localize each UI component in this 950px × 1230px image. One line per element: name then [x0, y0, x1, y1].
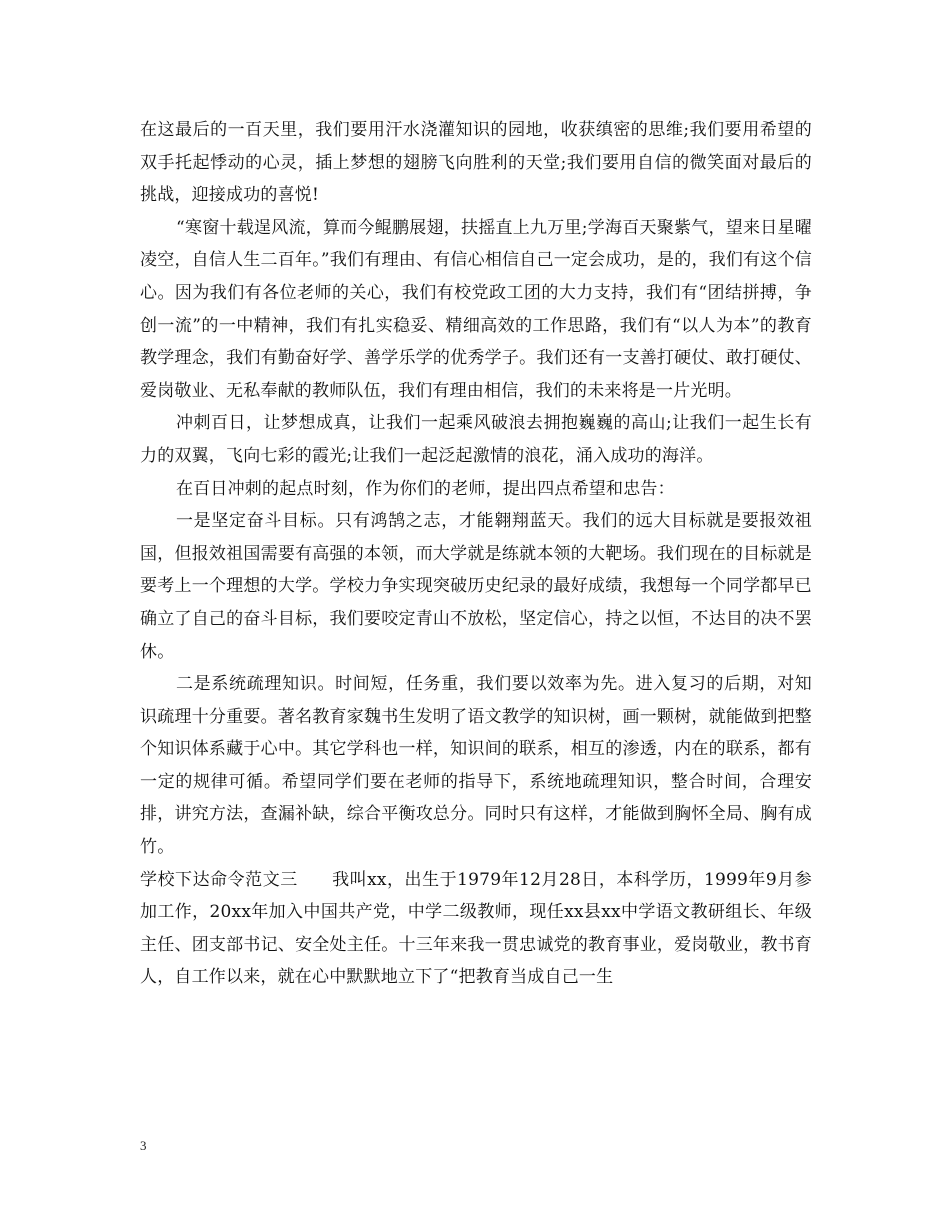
- section-paragraph: [140, 864, 812, 994]
- paragraph-6: 二是系统疏理知识。时间短，任务重，我们要以效率为先。进入复习的后期，对知识疏理十分重要。著名教育家魏书生发明了语文教学的知识树，画一颗树，就能做到把整个知识体系藏于心中。其它学科也一样，知识间的联系，相互的渗透，内在的联系，都有一定的规律可循。希望同学们要在老师的指导下，系统地疏理知识，整合时间，合理安排，讲究方法，查漏补缺，综合平衡攻总分。同时只有这样，才能做到胸怀全局、胸有成竹。: [140, 674, 812, 858]
- section-heading: 学校下达命令范文三: [140, 869, 298, 890]
- paragraph-2: “寒窗十载逞风流，算而今鲲鹏展翅，扶摇直上九万里;学海百天聚紫气，望来日星曜凌空，自信人生二百年。”我们有理由、有信心相信自己一定会成功，是的，我们有这个信心。因为我们有各位老师的关心，我们有校党政工团的大力支持，我们有“团结拼搏，争创一流”的一中精神，我们有扎实稳妥、精细高效的工作思路，我们有“以人为本”的教育教学理念，我们有勤奋好学、善学乐学的优秀学子。我们还有一支善打硬仗、敢打硬仗、爱岗敬业、无私奉献的教师队伍，我们有理由相信，我们的未来将是一片光明。: [140, 217, 812, 401]
- paragraph-3: 冲刺百日，让梦想成真，让我们一起乘风破浪去拥抱巍巍的高山;让我们一起生长有力的双翼，飞向七彩的霞光;让我们一起泛起激情的浪花，涌入成功的海洋。: [140, 413, 812, 466]
- paragraph-5: 一是坚定奋斗目标。只有鸿鹄之志，才能翱翔蓝天。我们的远大目标就是要报效祖国，但报效祖国需要有高强的本领，而大学就是练就本领的大靶场。我们现在的目标就是要考上一个理想的大学。学校力争实现突破历史纪录的最好成绩，我想每一个同学都早已确立了自己的奋斗目标，我们要咬定青山不放松，坚定信心，持之以恒，不达目的决不罢休。: [140, 511, 812, 662]
- page-number: 3: [140, 1138, 147, 1153]
- document-body: [140, 114, 812, 994]
- section-body: 我叫xx，出生于1979年12月28日，本科学历，1999年9月参加工作，20xx年加入中国共产党，中学二级教师，现任xx县xx中学语文教研组长、年级主任、团支部书记、安全处主任。十三年来我一贯忠诚党的教育事业，爱岗敬业，教书育人，自工作以来，就在心中默默地立下了“把教育当成自己一生: [140, 869, 812, 988]
- paragraph-4: 在百日冲刺的起点时刻，作为你们的老师，提出四点希望和忠告：: [176, 478, 675, 499]
- paragraph-1: 在这最后的一百天里，我们要用汗水浇灌知识的园地，收获缜密的思维;我们要用希望的双手托起悸动的心灵，插上梦想的翅膀飞向胜利的天堂;我们要用自信的微笑面对最后的挑战，迎接成功的喜悦!: [140, 120, 812, 206]
